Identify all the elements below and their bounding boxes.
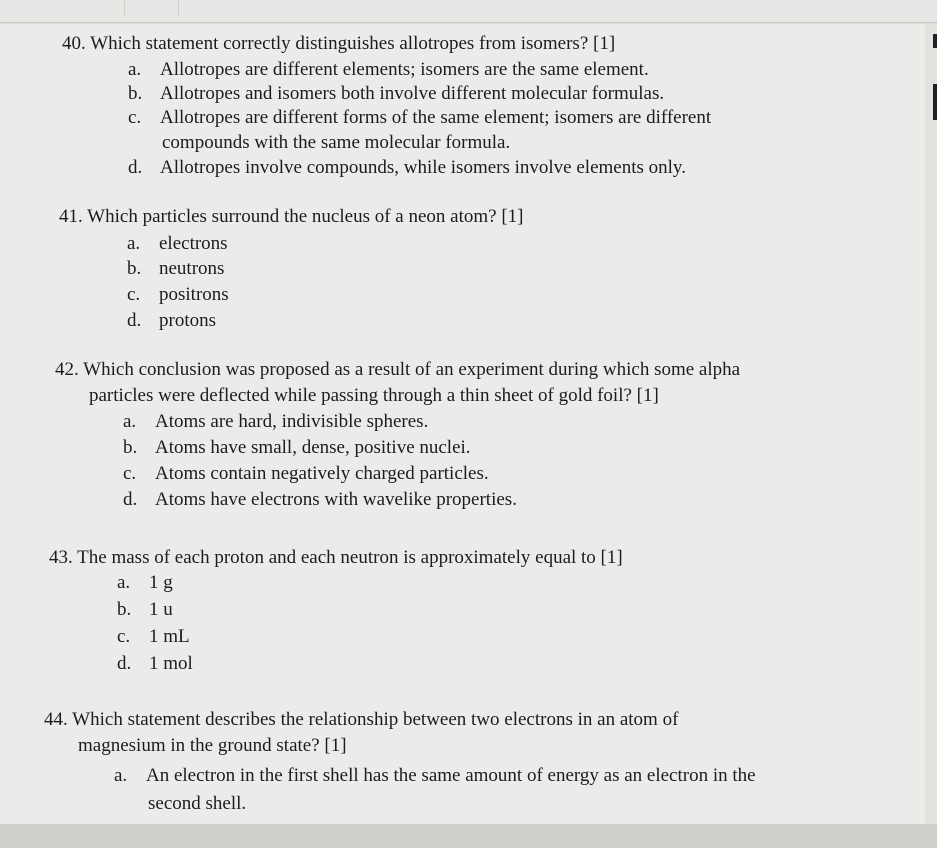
- option-label: c.: [123, 463, 137, 484]
- option-label: b.: [123, 437, 138, 458]
- option-label: b.: [128, 83, 143, 104]
- option-41a[interactable]: [127, 231, 228, 257]
- option-label: a.: [128, 59, 142, 80]
- option-43d[interactable]: [117, 651, 193, 677]
- toolbar-divider: [124, 0, 125, 16]
- option-40c[interactable]: [128, 105, 711, 131]
- option-43b[interactable]: [117, 597, 173, 623]
- option-text: 1 g: [149, 572, 173, 593]
- option-text: Atoms have electrons with wavelike properties.: [155, 489, 517, 510]
- option-label: d.: [128, 157, 143, 178]
- question-42: [55, 357, 740, 383]
- question-44: [44, 707, 678, 733]
- question-number: 44.: [44, 709, 68, 730]
- option-44a-continuation: second shell.: [148, 793, 247, 814]
- question-text: Which conclusion was proposed as a result of an experiment during which some alpha: [83, 359, 741, 380]
- option-41b[interactable]: [127, 256, 224, 282]
- option-label: c.: [117, 626, 131, 647]
- option-text: Atoms are hard, indivisible spheres.: [155, 411, 429, 432]
- option-text: Atoms have small, dense, positive nuclei.: [155, 437, 471, 458]
- option-text: Allotropes are different elements; isomers are the same element.: [160, 59, 649, 80]
- question-43: [49, 545, 623, 571]
- option-44a[interactable]: [114, 763, 756, 789]
- page-edge: [925, 24, 937, 824]
- question-number: 42.: [55, 359, 79, 380]
- option-41c[interactable]: [127, 282, 229, 308]
- question-42-continuation: particles were deflected while passing through a thin sheet of gold foil? [1]: [89, 385, 659, 406]
- question-number: 41.: [59, 206, 83, 227]
- option-40b[interactable]: [128, 81, 664, 107]
- option-label: c.: [128, 107, 142, 128]
- question-text: Which statement correctly distinguishes allotropes from isomers? [1]: [90, 33, 616, 54]
- option-text: 1 mL: [149, 626, 190, 647]
- question-text: The mass of each proton and each neutron is approximately equal to [1]: [77, 547, 623, 568]
- option-text: neutrons: [159, 258, 225, 279]
- option-40c-continuation: compounds with the same molecular formula.: [162, 132, 511, 153]
- question-text: Which statement describes the relationship between two electrons in an atom of: [72, 709, 679, 730]
- bottom-band: [0, 824, 937, 848]
- top-toolbar-strip: [0, 0, 937, 23]
- option-42a[interactable]: [123, 409, 428, 435]
- question-number: 43.: [49, 547, 73, 568]
- option-43a[interactable]: [117, 570, 173, 596]
- edge-marker: [933, 84, 937, 120]
- option-text: An electron in the first shell has the same amount of energy as an electron in the: [146, 765, 756, 786]
- option-label: a.: [117, 572, 131, 593]
- option-label: d.: [117, 653, 132, 674]
- option-text: protons: [159, 310, 216, 331]
- option-label: a.: [114, 765, 128, 786]
- option-text: positrons: [159, 284, 229, 305]
- edge-marker: [933, 34, 937, 48]
- option-text: Allotropes and isomers both involve different molecular formulas.: [160, 83, 665, 104]
- option-text: 1 mol: [149, 653, 193, 674]
- option-text: Atoms contain negatively charged particles.: [155, 463, 489, 484]
- option-label: b.: [117, 599, 132, 620]
- option-text: 1 u: [149, 599, 173, 620]
- option-40d[interactable]: [128, 155, 686, 181]
- option-40a[interactable]: [128, 57, 649, 83]
- option-text: electrons: [159, 233, 228, 254]
- question-40: [62, 31, 615, 57]
- option-label: b.: [127, 258, 142, 279]
- option-text: Allotropes involve compounds, while isomers involve elements only.: [160, 157, 686, 178]
- question-44-continuation: magnesium in the ground state? [1]: [78, 735, 347, 756]
- option-42d[interactable]: [123, 487, 517, 513]
- option-label: c.: [127, 284, 141, 305]
- option-41d[interactable]: [127, 308, 216, 334]
- toolbar-divider: [178, 0, 179, 16]
- option-label: d.: [127, 310, 142, 331]
- question-41: [59, 204, 524, 230]
- question-text: Which particles surround the nucleus of a neon atom? [1]: [87, 206, 524, 227]
- option-42c[interactable]: [123, 461, 489, 487]
- option-label: a.: [127, 233, 141, 254]
- option-label: a.: [123, 411, 137, 432]
- question-number: 40.: [62, 33, 86, 54]
- option-label: d.: [123, 489, 138, 510]
- option-43c[interactable]: [117, 624, 190, 650]
- option-text: Allotropes are different forms of the same element; isomers are different: [160, 107, 712, 128]
- option-42b[interactable]: [123, 435, 471, 461]
